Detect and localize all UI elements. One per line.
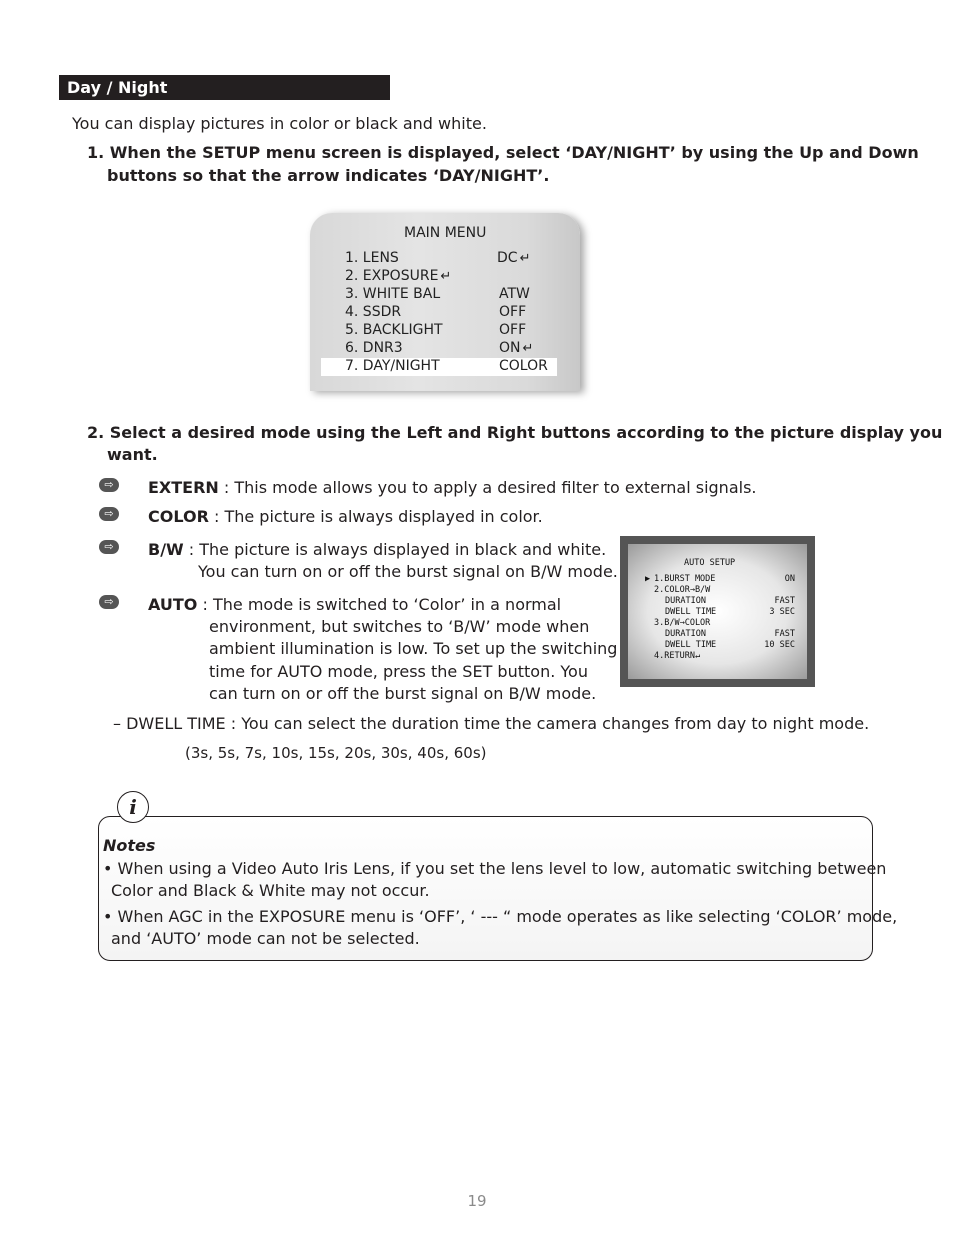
auto-line-dwell2: DWELL TIME (665, 640, 717, 650)
step1-line1: 1. When the SETUP menu screen is displayed, select ‘DAY/NIGHT’ by using the Up and Down (87, 143, 919, 162)
main-menu-title: MAIN MENU (404, 225, 487, 241)
mode-bw-line2: You can turn on or off the burst signal on B/W mode. (198, 562, 618, 581)
step1-line2: buttons so that the arrow indicates ‘DAY/NIGHT’. (107, 166, 550, 185)
mode-auto-line3: ambient illumination is low. To set up the switching (209, 639, 618, 658)
arrow-bullet-icon: ⇨ (99, 507, 119, 521)
menu-item-day-night: 7. DAY/NIGHT (345, 358, 440, 374)
menu-item-lens: 1. LENS (345, 250, 399, 266)
auto-value-burst: ON (784, 574, 795, 584)
auto-line-return: 4.RETURN↵ (654, 651, 701, 661)
note2-line1: • When AGC in the EXPOSURE menu is ‘OFF’, ‘ --- “ mode operates as like selecting ‘COLOR’ mode, (103, 907, 898, 926)
mode-extern: EXTERN : This mode allows you to apply a desired filter to external signals. (148, 478, 757, 497)
arrow-bullet-icon: ⇨ (99, 595, 119, 609)
auto-line-duration2: DURATION (665, 629, 706, 639)
enter-icon: ↵ (519, 251, 531, 266)
auto-setup-title: AUTO SETUP (684, 558, 736, 568)
menu-value-lens: DC ↵ (497, 250, 531, 266)
auto-value-duration2: FAST (774, 629, 795, 639)
mode-bw: B/W : The picture is always displayed in black and white. (148, 540, 607, 559)
dwell-time-text: – DWELL TIME : You can select the duration time the camera changes from day to night mode. (113, 714, 870, 733)
notes-heading: Notes (103, 836, 156, 855)
menu-value-day-night: COLOR (499, 358, 548, 374)
note1-line2: Color and Black & White may not occur. (111, 881, 430, 900)
info-icon: i (117, 791, 149, 823)
mode-auto-line2: environment, but switches to ‘B/W’ mode when (209, 617, 590, 636)
auto-value-dwell1: 3 SEC (769, 607, 795, 617)
menu-item-white-bal: 3. WHITE BAL (345, 286, 441, 302)
enter-icon: ↵ (522, 341, 534, 356)
intro-text: You can display pictures in color or black and white. (72, 114, 487, 133)
enter-icon: ↵ (440, 269, 452, 284)
auto-line-dwell1: DWELL TIME (665, 607, 717, 617)
menu-item-exposure: 2. EXPOSURE ↵ (345, 268, 452, 284)
menu-item-ssdr: 4. SSDR (345, 304, 402, 320)
auto-line-color-bw: 2.COLOR→B/W (654, 585, 711, 595)
cursor-icon: ▶ (645, 574, 651, 584)
step2-line2: want. (107, 445, 158, 464)
page-number: 19 (467, 1192, 487, 1210)
main-menu-screen (310, 213, 580, 391)
section-title: Day / Night (59, 75, 390, 100)
step2-line1: 2. Select a desired mode using the Left and Right buttons according to the picture display you (87, 423, 943, 442)
arrow-bullet-icon: ⇨ (99, 478, 119, 492)
auto-line-burst: 1.BURST MODE (654, 574, 716, 584)
auto-line-bw-color: 3.B/W→COLOR (654, 618, 711, 628)
dwell-time-options: (3s, 5s, 7s, 10s, 15s, 20s, 30s, 40s, 60s) (185, 744, 487, 762)
auto-value-dwell2: 10 SEC (764, 640, 795, 650)
menu-item-backlight: 5. BACKLIGHT (345, 322, 443, 338)
auto-setup-screen (620, 536, 815, 687)
menu-value-dnr3: ON ↵ (499, 340, 534, 356)
menu-value-backlight: OFF (499, 322, 527, 338)
mode-color: COLOR : The picture is always displayed in color. (148, 507, 543, 526)
mode-auto: AUTO : The mode is switched to ‘Color’ in a normal (148, 595, 562, 614)
menu-item-dnr3: 6. DNR3 (345, 340, 403, 356)
auto-line-duration1: DURATION (665, 596, 706, 606)
arrow-bullet-icon: ⇨ (99, 540, 119, 554)
mode-auto-line5: can turn on or off the burst signal on B/W mode. (209, 684, 597, 703)
menu-value-white-bal: ATW (499, 286, 530, 302)
note2-line2: and ‘AUTO’ mode can not be selected. (111, 929, 420, 948)
note1-line1: • When using a Video Auto Iris Lens, if you set the lens level to low, automatic switching between (103, 859, 887, 878)
menu-value-ssdr: OFF (499, 304, 527, 320)
mode-auto-line4: time for AUTO mode, press the SET button. You (209, 662, 588, 681)
auto-value-duration1: FAST (774, 596, 795, 606)
